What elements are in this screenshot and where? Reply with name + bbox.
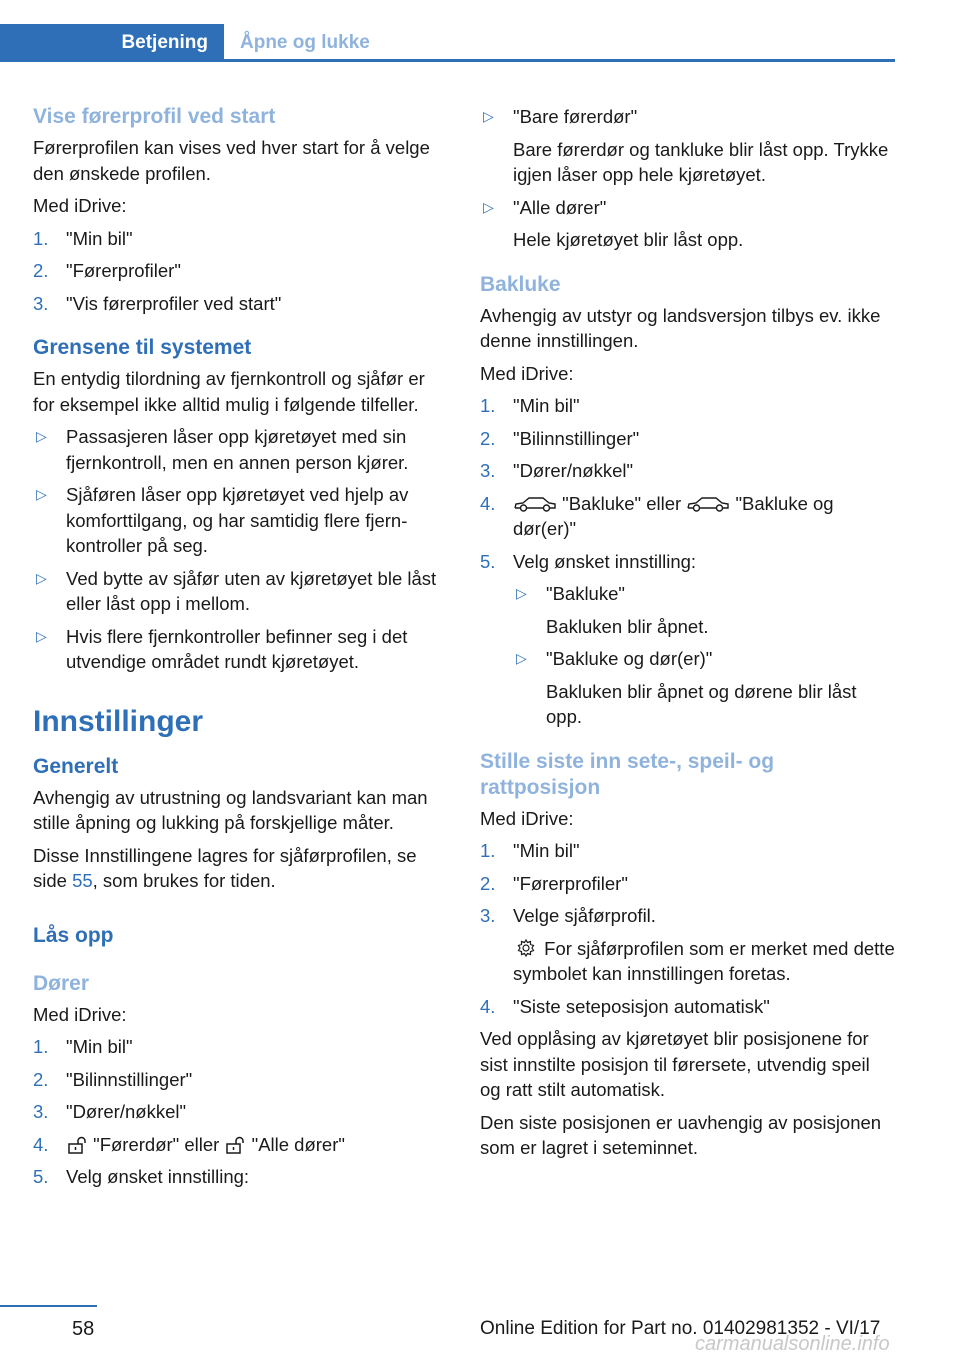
triangle-bullet-icon: ▷: [36, 569, 47, 586]
list-text: Ved bytte av sjåfør uten av kjøretøyet ble låst eller låst opp i mellom.: [66, 567, 437, 614]
list-text: "Bakluke" eller: [562, 492, 682, 514]
list-item: [33, 1132, 448, 1158]
heading-grensene: Grensene til systemet: [33, 336, 252, 359]
paragraph: Avhengig av utrustning og landsvariant kan man stille åpning og lukking på forskjellige måter.: [33, 786, 428, 833]
list-text: Velg ønsket innstilling:: [66, 1166, 250, 1187]
page-number: 58: [72, 1318, 95, 1340]
list-item: [33, 566, 448, 617]
tab-apne-og-lukke: Åpne og lukke: [240, 32, 370, 53]
paragraph: [33, 843, 448, 894]
paragraph: Førerprofilen kan vises ved hver start for å velge den ønskede profilen.: [33, 137, 430, 184]
numbered-list: [33, 226, 448, 317]
list-text: "Bilinnstillinger": [513, 427, 640, 449]
list-subtext: [513, 936, 895, 987]
list-number: 1.: [480, 840, 496, 861]
triangle-bullet-icon: ▷: [483, 198, 494, 215]
list-number: 4.: [33, 1133, 49, 1155]
list-item: [33, 226, 448, 252]
page-header: [0, 24, 895, 62]
list-item: [33, 258, 448, 284]
list-number: 2.: [480, 872, 496, 894]
watermark: carmanualsonline.info: [695, 1333, 890, 1355]
list-text: "Min bil": [513, 395, 580, 416]
triangle-bullet-icon: ▷: [36, 486, 47, 502]
gear-icon: [513, 938, 539, 958]
list-item: [33, 1034, 448, 1060]
list-text: "Førerdør" eller: [93, 1133, 220, 1155]
list-item: [513, 581, 895, 639]
edition-text: Online Edition for Part no. 01402981352 - VI/17: [480, 1318, 881, 1339]
list-item: [513, 646, 895, 730]
list-text: "Min bil": [66, 1036, 133, 1057]
list-text: Velg ønsket innstilling:: [513, 550, 697, 572]
list-subtext: Bakluken blir åpnet.: [546, 615, 709, 637]
note-text: For sjåførprofilen som er merket med dette symbolet kan innstillingen foretas.: [513, 937, 895, 984]
list-number: 1.: [33, 1036, 49, 1057]
heading-innstillinger: Innstillinger: [33, 704, 204, 738]
tab-betjening-label: Betjening: [121, 32, 208, 53]
heading-stille-siste: Stille siste inn sete-, speil- og rattposisjon: [480, 749, 775, 799]
paragraph: Avhengig av utstyr og landsversjon tilbys ev. ikke denne innstillingen.: [480, 304, 881, 351]
footer-rule: [0, 1305, 97, 1307]
list-number: 5.: [33, 1166, 49, 1187]
bullet-list: [513, 581, 895, 730]
list-item: [480, 871, 895, 897]
paragraph: Med iDrive:: [33, 195, 127, 216]
unlock-icon: [224, 1136, 246, 1154]
list-text: "Bare førerdør": [513, 106, 638, 127]
list-item: [480, 491, 895, 542]
list-item: [33, 624, 448, 675]
triangle-bullet-icon: ▷: [483, 108, 494, 124]
list-text: "Min bil": [66, 227, 133, 249]
list-text: Velge sjåførprofil.: [513, 905, 656, 926]
list-item: [480, 549, 895, 730]
list-subtext: Hele kjøretøyet blir låst opp.: [513, 229, 744, 250]
numbered-list: [480, 393, 895, 730]
list-item: [480, 458, 895, 484]
triangle-bullet-icon: ▷: [516, 585, 527, 601]
numbered-list: [480, 838, 895, 1019]
list-item: [33, 291, 448, 317]
list-text: "Bakluke og dør(er)": [546, 648, 713, 669]
paragraph: Ved opplåsing av kjøretøyet blir posisjonene for sist innstilte posisjon til førersete, utvendig speil og ratt stilt automatisk.: [480, 1028, 870, 1100]
list-text: "Dører/nøkkel": [66, 1101, 187, 1122]
list-number: 1.: [480, 395, 496, 416]
list-text: "Bakluke og dør(er)": [513, 492, 834, 539]
list-text: Hvis flere fjernkontroller befinner seg i det utvendige området rundt kjøretøyet.: [66, 625, 408, 672]
list-number: 4.: [480, 995, 496, 1017]
list-subtext: Bakluken blir åpnet og dørene blir låst opp.: [546, 680, 857, 727]
list-text: Passasjeren låser opp kjøretøyet med sin fjernkontroll, men en annen person kjører.: [66, 426, 409, 473]
unlock-icon: [66, 1136, 88, 1154]
list-text: "Alle dører": [251, 1133, 345, 1155]
list-text: "Førerprofiler": [513, 872, 628, 894]
list-number: 5.: [480, 550, 496, 572]
list-number: 3.: [480, 460, 496, 481]
list-item: [480, 903, 895, 987]
paragraph: Med iDrive:: [33, 1003, 127, 1025]
paragraph: Med iDrive:: [480, 807, 574, 829]
heading-las-opp: Lås opp: [33, 923, 114, 947]
triangle-bullet-icon: ▷: [36, 627, 47, 644]
bullet-list: [33, 424, 448, 675]
right-column: [480, 104, 895, 1168]
list-text: "Alle dører": [513, 196, 607, 218]
paragraph: En entydig tilordning av fjernkontroll og sjåfør er for eksempel ikke alltid mulig i følgende tilfeller.: [33, 368, 425, 415]
list-number: 3.: [33, 292, 49, 314]
page-link-55[interactable]: 55: [72, 870, 93, 891]
list-item: [33, 1164, 448, 1190]
list-item: [33, 424, 448, 475]
list-item: [480, 426, 895, 452]
triangle-bullet-icon: ▷: [36, 428, 47, 444]
list-text: "Dører/nøkkel": [513, 460, 634, 481]
list-text: "Bakluke": [546, 583, 625, 604]
list-number: 2.: [480, 427, 496, 449]
list-text: "Bilinnstillinger": [66, 1068, 193, 1090]
heading-generelt: Generelt: [33, 754, 119, 778]
list-item: [33, 1099, 448, 1125]
list-number: 2.: [33, 1068, 49, 1090]
list-text: Sjåføren låser opp kjøretøyet ved hjelp av komforttilgang, og har samtidig flere fjernkontroller på seg.: [66, 484, 409, 556]
paragraph: Den siste posisjonen er uavhengig av posisjonen som er lagret i seteminnet.: [480, 1111, 882, 1158]
car-tailgate-icon: [686, 495, 730, 513]
list-item: [480, 994, 895, 1020]
paragraph-text: Disse Innstillingene lagres for sjåførprofilen, se side: [33, 844, 417, 891]
header-rule: [224, 59, 895, 62]
tab-betjening: [0, 24, 224, 62]
list-text: "Min bil": [513, 840, 580, 861]
list-item: [480, 393, 895, 419]
list-text: "Førerprofiler": [66, 260, 181, 281]
list-number: 1.: [33, 227, 49, 249]
car-tailgate-icon: [513, 495, 557, 513]
heading-vise-forerprofil: Vise førerprofil ved start: [33, 105, 276, 128]
list-number: 4.: [480, 492, 496, 514]
heading-dorer: Dører: [33, 971, 90, 995]
heading-bakluke: Bakluke: [480, 272, 561, 296]
list-item: [480, 838, 895, 864]
list-number: 3.: [33, 1101, 49, 1122]
numbered-list: [33, 1034, 448, 1190]
list-item: [33, 1067, 448, 1093]
paragraph: Med iDrive:: [480, 362, 574, 384]
list-number: 3.: [480, 905, 496, 926]
list-text: "Siste seteposisjon automatisk": [513, 995, 770, 1017]
list-item: [480, 104, 895, 188]
list-item: [33, 482, 448, 559]
left-column: [33, 104, 448, 1197]
triangle-bullet-icon: ▷: [516, 650, 527, 666]
list-subtext: Bare førerdør og tankluke blir låst opp. Trykke igjen låser opp hele kjøretøyet.: [513, 138, 889, 185]
paragraph-text: , som brukes for tiden.: [92, 870, 276, 891]
list-item: [480, 195, 895, 253]
list-number: 2.: [33, 260, 49, 281]
bullet-list: [480, 104, 895, 253]
list-text: "Vis førerprofiler ved start": [66, 292, 282, 314]
